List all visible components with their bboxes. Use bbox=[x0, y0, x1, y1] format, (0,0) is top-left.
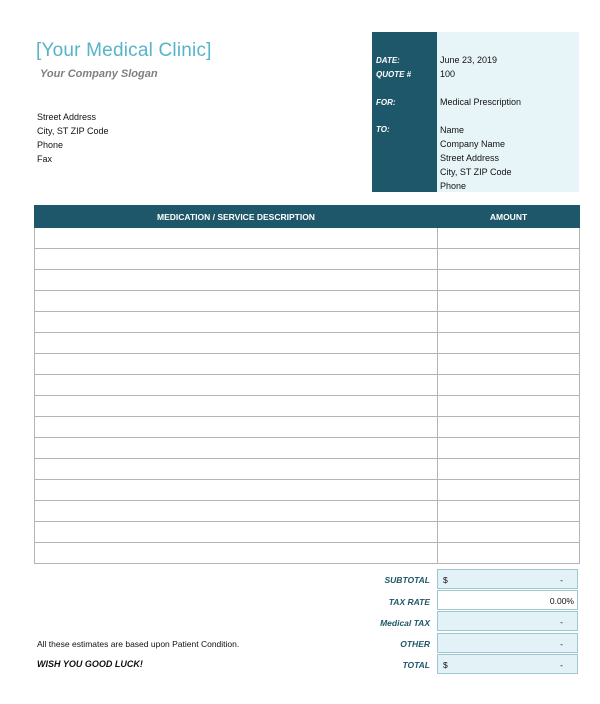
amount-cell[interactable] bbox=[438, 480, 580, 501]
table-row bbox=[35, 354, 580, 375]
subtotal-currency: $ bbox=[443, 575, 448, 585]
table-header-row bbox=[35, 206, 580, 228]
description-cell[interactable] bbox=[35, 543, 438, 564]
amount-cell[interactable] bbox=[438, 375, 580, 396]
tax-rate-value: 0.00% bbox=[549, 596, 574, 606]
description-cell[interactable] bbox=[35, 354, 438, 375]
table-row bbox=[35, 312, 580, 333]
table-row bbox=[35, 459, 580, 480]
description-cell[interactable] bbox=[35, 312, 438, 333]
tax-rate-field[interactable] bbox=[437, 590, 578, 610]
table-row bbox=[35, 333, 580, 354]
subtotal-label: SUBTOTAL bbox=[384, 575, 430, 585]
address-phone: Phone bbox=[37, 140, 64, 150]
table-row bbox=[35, 480, 580, 501]
description-cell[interactable] bbox=[35, 375, 438, 396]
tax-rate-label: TAX RATE bbox=[388, 597, 430, 607]
closing-message: WISH YOU GOOD LUCK! bbox=[37, 659, 143, 669]
amount-cell[interactable] bbox=[438, 417, 580, 438]
description-cell[interactable] bbox=[35, 270, 438, 291]
amount-cell[interactable] bbox=[438, 249, 580, 270]
clinic-address bbox=[37, 110, 109, 166]
medical-tax-label: Medical TAX bbox=[380, 618, 430, 628]
to-name[interactable]: Name bbox=[440, 125, 465, 135]
date-value[interactable]: June 23, 2019 bbox=[440, 55, 498, 65]
for-label: FOR: bbox=[376, 98, 396, 107]
estimate-note: All these estimates are based upon Patient Condition. bbox=[37, 639, 240, 649]
subtotal-value: - bbox=[560, 575, 563, 585]
description-cell[interactable] bbox=[35, 438, 438, 459]
amount-column-header: AMOUNT bbox=[438, 206, 580, 228]
quote-number-value[interactable]: 100 bbox=[440, 69, 456, 79]
to-phone[interactable]: Phone bbox=[440, 181, 467, 191]
description-cell[interactable] bbox=[35, 396, 438, 417]
to-company[interactable]: Company Name bbox=[440, 139, 506, 149]
subtotal-field[interactable] bbox=[437, 569, 578, 589]
table-body bbox=[35, 228, 580, 564]
date-label: DATE: bbox=[376, 56, 400, 65]
to-label: TO: bbox=[376, 125, 390, 134]
description-cell[interactable] bbox=[35, 291, 438, 312]
description-cell[interactable] bbox=[35, 333, 438, 354]
table-row bbox=[35, 501, 580, 522]
amount-cell[interactable] bbox=[438, 354, 580, 375]
items-table bbox=[34, 205, 580, 564]
description-cell[interactable] bbox=[35, 249, 438, 270]
description-cell[interactable] bbox=[35, 228, 438, 249]
to-city[interactable]: City, ST ZIP Code bbox=[440, 167, 512, 177]
total-value: - bbox=[560, 660, 563, 670]
amount-cell[interactable] bbox=[438, 522, 580, 543]
table-row bbox=[35, 291, 580, 312]
description-column-header: MEDICATION / SERVICE DESCRIPTION bbox=[35, 206, 438, 228]
table-row bbox=[35, 543, 580, 564]
clinic-name: [Your Medical Clinic] bbox=[36, 40, 212, 61]
amount-cell[interactable] bbox=[438, 312, 580, 333]
total-field[interactable] bbox=[437, 654, 578, 674]
table-row bbox=[35, 417, 580, 438]
amount-cell[interactable] bbox=[438, 543, 580, 564]
table-row bbox=[35, 396, 580, 417]
for-value[interactable]: Medical Prescription bbox=[440, 97, 522, 107]
info-labels-column bbox=[372, 32, 437, 192]
table-row bbox=[35, 249, 580, 270]
quote-number-label: QUOTE # bbox=[376, 70, 412, 79]
address-street: Street Address bbox=[37, 112, 97, 122]
other-value: - bbox=[560, 639, 563, 649]
amount-cell[interactable] bbox=[438, 333, 580, 354]
address-fax: Fax bbox=[37, 154, 53, 164]
other-label: OTHER bbox=[400, 639, 430, 649]
other-field[interactable] bbox=[437, 633, 578, 653]
table-row bbox=[35, 270, 580, 291]
description-cell[interactable] bbox=[35, 522, 438, 543]
address-city: City, ST ZIP Code bbox=[37, 126, 109, 136]
info-values-column bbox=[437, 32, 579, 192]
total-label: TOTAL bbox=[402, 660, 430, 670]
total-currency: $ bbox=[443, 660, 448, 670]
amount-cell[interactable] bbox=[438, 270, 580, 291]
amount-cell[interactable] bbox=[438, 438, 580, 459]
medical-tax-field[interactable] bbox=[437, 611, 578, 631]
quote-info-box bbox=[372, 32, 579, 192]
amount-cell[interactable] bbox=[438, 459, 580, 480]
amount-cell[interactable] bbox=[438, 396, 580, 417]
medical-tax-value: - bbox=[560, 617, 563, 627]
table-row bbox=[35, 438, 580, 459]
table-row bbox=[35, 375, 580, 396]
description-cell[interactable] bbox=[35, 480, 438, 501]
description-cell[interactable] bbox=[35, 459, 438, 480]
table-row bbox=[35, 522, 580, 543]
description-cell[interactable] bbox=[35, 417, 438, 438]
amount-cell[interactable] bbox=[438, 501, 580, 522]
table-row bbox=[35, 228, 580, 249]
company-slogan: Your Company Slogan bbox=[40, 68, 158, 80]
description-cell[interactable] bbox=[35, 501, 438, 522]
to-street[interactable]: Street Address bbox=[440, 153, 500, 163]
amount-cell[interactable] bbox=[438, 291, 580, 312]
amount-cell[interactable] bbox=[438, 228, 580, 249]
